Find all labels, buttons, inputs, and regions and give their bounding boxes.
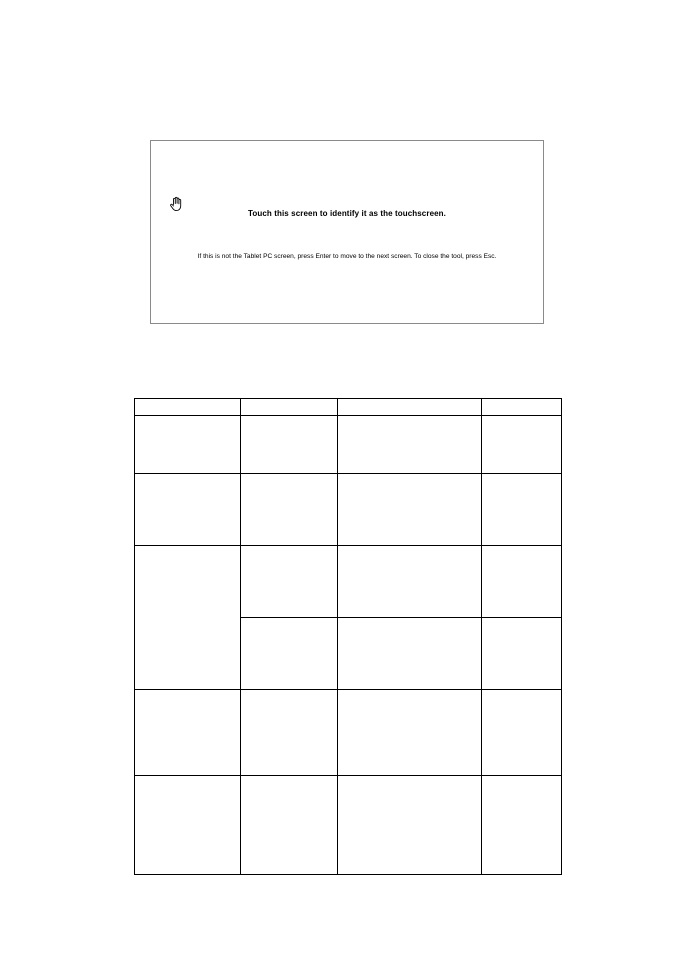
table-cell [241, 474, 338, 546]
table-cell [338, 776, 482, 875]
table-row [135, 776, 562, 875]
table-cell [338, 618, 482, 690]
table-cell [338, 399, 482, 416]
table-cell [482, 618, 562, 690]
table-cell [338, 546, 482, 618]
table-cell [241, 416, 338, 474]
table-cell [135, 690, 241, 776]
table-cell [338, 416, 482, 474]
blank-table [134, 398, 562, 875]
table-cell [241, 618, 338, 690]
table-header-row [135, 399, 562, 416]
table-cell [482, 690, 562, 776]
table-cell [482, 546, 562, 618]
table-cell [135, 776, 241, 875]
table-cell [241, 546, 338, 618]
table-row [135, 690, 562, 776]
table-cell [482, 776, 562, 875]
table-cell-merged [135, 546, 241, 690]
table-row [135, 474, 562, 546]
table-cell [338, 690, 482, 776]
table-cell [135, 416, 241, 474]
table-cell [241, 690, 338, 776]
table-row [135, 416, 562, 474]
table-cell [338, 474, 482, 546]
touchscreen-identify-panel[interactable] [150, 140, 544, 324]
table-cell [482, 399, 562, 416]
touch-prompt-hint: If this is not the Tablet PC screen, press Enter to move to the next screen. To close the tool, press Esc. [197, 253, 497, 260]
table-cell [482, 416, 562, 474]
table-cell [135, 474, 241, 546]
table-row [135, 546, 562, 618]
table-cell [241, 399, 338, 416]
touch-prompt-title: Touch this screen to identify it as the touchscreen. [248, 209, 446, 218]
table-cell [482, 474, 562, 546]
table-cell [135, 399, 241, 416]
table-cell [241, 776, 338, 875]
